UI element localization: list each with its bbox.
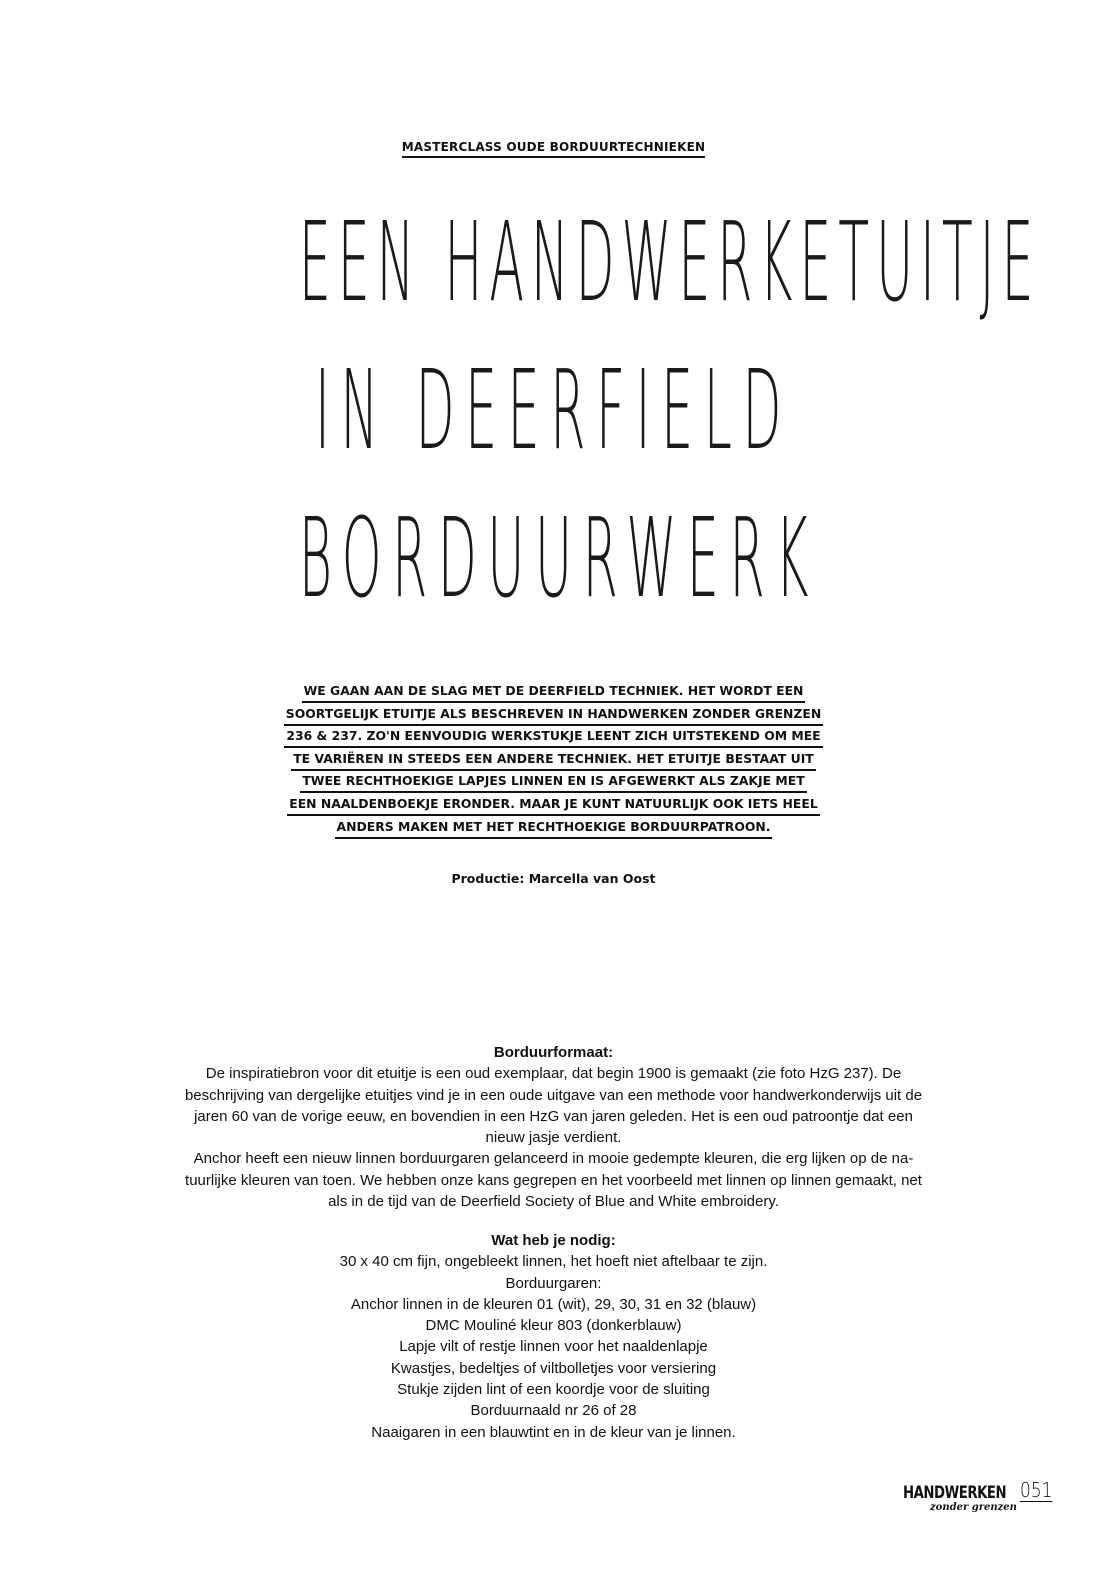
body-line: beschrijving van dergelijke etuitjes vind je in een oude uitgave van een methode voor handwerkonderwijs uit de: [184, 1086, 923, 1104]
materials-item: Stukje zijden lint of een koordje voor de sluiting: [397, 1381, 710, 1399]
intro-line-text: TWEE RECHTHOEKIGE LAPJES LINNEN EN IS AFGEWERKT ALS ZAKJE MET: [300, 772, 806, 793]
materials-item: Borduurgaren:: [505, 1274, 602, 1292]
intro-line-text: 236 & 237. ZO'N EENVOUDIG WERKSTUKJE LEENT ZICH UITSTEKEND OM MEE: [284, 727, 822, 748]
materials-item: Naaigaren in een blauwtint en in de kleur van je linnen.: [371, 1423, 736, 1441]
intro-line: [0, 682, 1107, 705]
intro-line: [0, 772, 1107, 795]
page-number: 051: [1020, 1478, 1053, 1502]
title-line: IN DEERFIELD: [314, 346, 793, 474]
magazine-footer: [903, 1478, 1063, 1523]
body-line: Anchor heeft een nieuw linnen borduurgaren gelanceerd in mooie gedempte kleuren, die erg lijken op de na-: [193, 1150, 914, 1168]
materials-section: [140, 1230, 967, 1443]
intro-line-text: SOORTGELIJK ETUITJE ALS BESCHREVEN IN HANDWERKEN ZONDER GRENZEN: [284, 705, 823, 726]
materials-item: Lapje vilt of restje linnen voor het naaldenlapje: [399, 1338, 708, 1356]
production-credit: Productie: Marcella van Oost: [451, 871, 656, 886]
title-line: EEN HANDWERKETUITJE: [298, 198, 1041, 326]
intro-line-text: WE GAAN AAN DE SLAG MET DE DEERFIELD TECHNIEK. HET WORDT EEN: [302, 682, 806, 703]
intro-line: [0, 705, 1107, 728]
intro-line-text: ANDERS MAKEN MET HET RECHTHOEKIGE BORDUURPATROON.: [335, 818, 773, 839]
intro-line: [0, 818, 1107, 841]
body-line: De inspiratiebron voor dit etuitje is een oud exemplaar, dat begin 1900 is gemaakt (zie foto HzG 237). De: [205, 1065, 902, 1083]
materials-item: Borduurnaald nr 26 of 28: [470, 1402, 637, 1420]
body-line: als in de tijd van de Deerfield Society of Blue and White embroidery.: [328, 1193, 779, 1211]
materials-heading: Wat heb je nodig:: [491, 1232, 616, 1249]
intro-line-text: TE VARIËREN IN STEEDS EEN ANDERE TECHNIEK. HET ETUITJE BESTAAT UIT: [291, 750, 816, 771]
article-title: [0, 188, 1107, 632]
intro-line: [0, 795, 1107, 818]
magazine-tagline: zonder grenzen: [930, 1502, 1017, 1513]
title-line: BORDUURWERK: [298, 494, 819, 622]
intro-line: [0, 727, 1107, 750]
section-kicker: [0, 140, 1107, 158]
magazine-logo: HANDWERKEN: [903, 1483, 1007, 1503]
materials-item: DMC Mouliné kleur 803 (donkerblauw): [425, 1317, 682, 1335]
format-heading: Borduurformaat:: [493, 1044, 614, 1061]
materials-item: Anchor linnen in de kleuren 01 (wit), 29, 30, 31 en 32 (blauw): [350, 1295, 757, 1313]
materials-item: Kwastjes, bedeltjes of viltbolletjes voor versiering: [390, 1359, 717, 1377]
body-line: jaren 60 van de vorige eeuw, en bovendien in een HzG van jaren geleden. Het is een oud patroontje dat een: [194, 1107, 913, 1125]
format-section: [140, 1042, 967, 1212]
body-line: tuurlijke kleuren van toen. We hebben onze kans gegrepen en het voorbeeld met linnen op linnen gemaakt, net: [185, 1171, 922, 1189]
intro-line: [0, 750, 1107, 773]
materials-item: 30 x 40 cm fijn, ongebleekt linnen, het hoeft niet aftelbaar te zijn.: [339, 1253, 768, 1271]
intro-line-text: EEN NAALDENBOEKJE ERONDER. MAAR JE KUNT NATUURLIJK OOK IETS HEEL: [287, 795, 819, 816]
body-line: nieuw jasje verdient.: [485, 1129, 622, 1147]
intro-paragraph: [0, 682, 1107, 840]
kicker-text: MASTERCLASS OUDE BORDUURTECHNIEKEN: [402, 140, 705, 158]
